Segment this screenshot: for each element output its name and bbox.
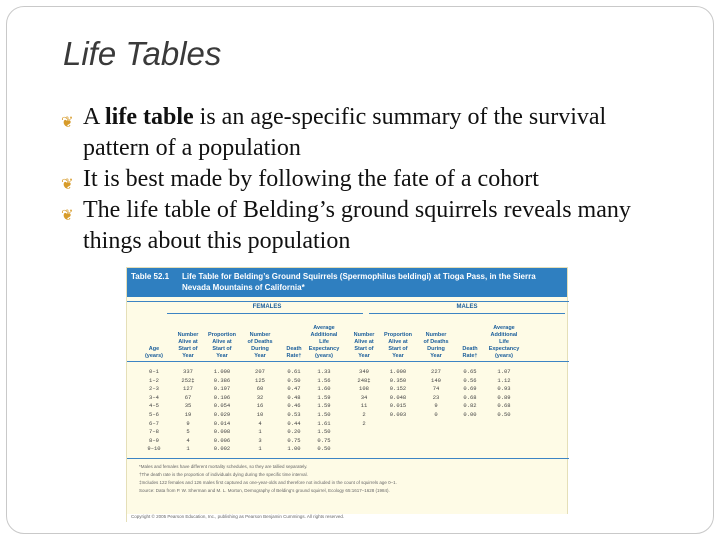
table-caption: Life Table for Belding’s Ground Squirrels (Spermophilus beldingi) at Tioga Pass, in the Sierra Nevada Mountains of California* xyxy=(182,272,536,292)
table-cell: 0.50 xyxy=(497,411,511,418)
table-cell: 0.008 xyxy=(213,428,231,436)
table-cell: 0.00 xyxy=(463,411,477,418)
bullet-item xyxy=(57,195,677,257)
table-cell: 2–3 xyxy=(149,385,159,393)
table-cell: 0.82 xyxy=(463,402,477,410)
table-cell: 1.12 xyxy=(497,376,511,384)
column-header: Proportion Alive at Start of Year xyxy=(383,332,413,359)
divider xyxy=(127,361,569,362)
table-header-bar xyxy=(127,268,567,297)
table-cell: 1.00 xyxy=(287,445,301,453)
column-header: Average Additional Life Expectancy (years) xyxy=(308,325,340,359)
table-cell: 0.003 xyxy=(389,411,407,418)
table-cell: 11 xyxy=(360,402,368,410)
bullet-icon: ❦ xyxy=(61,177,74,193)
table-cell: 0.197 xyxy=(213,385,231,393)
table-cell: 0.029 xyxy=(213,411,231,418)
table-cell: 3–4 xyxy=(149,393,159,401)
table-cell: 1.60 xyxy=(317,385,331,393)
table-cell: 337 xyxy=(183,368,193,375)
table-cell: 1.000 xyxy=(389,368,407,375)
column-header: Death Rate† xyxy=(462,346,478,359)
table-cell: 0.50 xyxy=(287,376,301,384)
column-header: Age (years) xyxy=(144,346,164,359)
table-cell: 0.054 xyxy=(213,402,231,410)
table-cell: 0 xyxy=(434,411,438,418)
table-cell: 19 xyxy=(184,411,192,418)
bullet-item xyxy=(57,102,677,164)
table-cell: 23 xyxy=(432,393,440,401)
table-cell: 207 xyxy=(255,368,265,375)
group-label-females: FEMALES xyxy=(252,304,282,310)
table-cell: 0.350 xyxy=(389,376,407,384)
table-cell: 0.93 xyxy=(497,385,511,393)
table-footnote: Source: Data from P. W. Sherman and M. L. Morton, Demography of Belding’s ground squirrel, Ecology 65:1617–1628 (1984). xyxy=(139,488,390,493)
table-cell: 125 xyxy=(255,376,265,384)
table-cell: 0.48 xyxy=(287,393,301,401)
table-cell: 248‡ xyxy=(357,376,371,384)
column-header: Average Additional Life Expectancy (years) xyxy=(488,325,520,359)
table-cell: 1.50 xyxy=(317,411,331,418)
table-cell: 1.50 xyxy=(317,428,331,436)
table-cell: 227 xyxy=(431,368,441,375)
table-cell: 5 xyxy=(186,428,190,436)
table-cell: 6–7 xyxy=(149,419,159,427)
bullet-text-rest: is an age-specific summary of the survival pattern of a population xyxy=(83,104,607,161)
bullet-text: A xyxy=(83,104,106,130)
table-cell: 1 xyxy=(258,428,262,436)
table-cell: 1 xyxy=(258,445,262,453)
table-cell: 0.68 xyxy=(463,393,477,401)
table-cell: 32 xyxy=(256,393,264,401)
bullet-item xyxy=(57,164,677,195)
table-cell: 1.07 xyxy=(497,368,511,375)
table-cell: 0.75 xyxy=(287,436,301,444)
slide-title: Life Tables xyxy=(63,35,222,72)
table-cell: 0.89 xyxy=(497,393,511,401)
table-footnote: ‡Includes 122 females and 126 males first captured as one-year-olds and therefore not included in the count of squirrels age 0–1. xyxy=(139,480,397,485)
table-cell: 3 xyxy=(258,436,262,444)
table-cell: 60 xyxy=(256,385,264,393)
table-cell: 35 xyxy=(184,402,192,410)
column-header: Number Alive at Start of Year xyxy=(177,332,199,359)
table-cell: 0.386 xyxy=(213,376,231,384)
table-cell: 0.56 xyxy=(463,376,477,384)
table-cell: 0.68 xyxy=(497,402,511,410)
table-cell: 1.56 xyxy=(317,376,331,384)
column-header: Number of Deaths During Year xyxy=(423,332,449,359)
group-label-males: MALES xyxy=(456,304,478,310)
divider xyxy=(369,313,565,314)
table-cell: 10 xyxy=(256,411,264,418)
table-cell: 0.46 xyxy=(287,402,301,410)
table-cell: 0.47 xyxy=(287,385,301,393)
table-cell: 108 xyxy=(359,385,369,393)
table-cell: 0.61 xyxy=(287,368,301,375)
table-footnote: †The death rate is the proportion of individuals dying during the specific time interval. xyxy=(139,472,308,477)
table-cell: 0.152 xyxy=(389,385,407,393)
table-cell: 2 xyxy=(362,419,366,427)
bullet-icon: ❦ xyxy=(61,208,74,224)
table-cell: 0.69 xyxy=(463,385,477,393)
divider xyxy=(127,458,569,459)
table-cell: 252‡ xyxy=(181,376,195,384)
table-cell: 0.65 xyxy=(463,368,477,375)
table-cell: 9 xyxy=(434,402,438,410)
table-cell: 0.015 xyxy=(389,402,407,410)
table-cell: 4 xyxy=(258,419,262,427)
table-cell: 127 xyxy=(183,385,193,393)
table-cell: 5–6 xyxy=(149,411,159,418)
table-cell: 1.61 xyxy=(317,419,331,427)
bullet-list xyxy=(57,102,677,257)
table-cell: 1.59 xyxy=(317,393,331,401)
table-cell: 0.50 xyxy=(317,445,331,453)
life-table-figure xyxy=(126,267,568,522)
table-cell: 1–2 xyxy=(149,376,159,384)
bullet-bold-text: life table xyxy=(105,104,194,130)
bullet-icon: ❦ xyxy=(61,115,74,131)
table-cell: 0.048 xyxy=(389,393,407,401)
table-cell: 1.33 xyxy=(317,368,331,375)
table-cell: 0.002 xyxy=(213,445,231,453)
table-cell: 8–9 xyxy=(149,436,159,444)
table-cell: 0.106 xyxy=(213,393,231,401)
table-cell: 0.006 xyxy=(213,436,231,444)
table-cell: 0.75 xyxy=(317,436,331,444)
divider xyxy=(127,301,569,302)
table-cell: 9–10 xyxy=(147,445,161,453)
bullet-text: It is best made by following the fate of a cohort xyxy=(83,166,539,192)
table-cell: 4 xyxy=(186,436,190,444)
column-header: Proportion Alive at Start of Year xyxy=(207,332,237,359)
divider xyxy=(167,313,363,314)
table-cell: 0.014 xyxy=(213,419,231,427)
copyright-text: Copyright © 2005 Pearson Education, Inc., publishing as Pearson Benjamin Cummings. All rights reserved. xyxy=(127,514,569,523)
table-cell: 0–1 xyxy=(149,368,159,375)
table-cell: 4–5 xyxy=(149,402,159,410)
table-cell: 74 xyxy=(432,385,440,393)
bullet-text: The life table of Belding’s ground squirrels reveals many things about this population xyxy=(83,197,631,254)
column-header: Number Alive at Start of Year xyxy=(353,332,375,359)
table-cell: 2 xyxy=(362,411,366,418)
table-cell: 1 xyxy=(186,445,190,453)
table-cell: 349 xyxy=(359,368,369,375)
table-cell: 34 xyxy=(360,393,368,401)
table-cell: 1.000 xyxy=(213,368,231,375)
column-header: Death Rate† xyxy=(286,346,302,359)
table-cell: 140 xyxy=(431,376,441,384)
table-cell: 0.53 xyxy=(287,411,301,418)
table-cell: 67 xyxy=(184,393,192,401)
column-header: Number of Deaths During Year xyxy=(247,332,273,359)
table-footnote: *Males and females have different mortality schedules, so they are tallied separately. xyxy=(139,464,308,469)
table-cell: 0.20 xyxy=(287,428,301,436)
table-cell: 16 xyxy=(256,402,264,410)
table-cell: 1.59 xyxy=(317,402,331,410)
table-cell: 7–8 xyxy=(149,428,159,436)
table-number: Table 52.1 xyxy=(131,272,170,281)
table-cell: 9 xyxy=(186,419,190,427)
table-cell: 0.44 xyxy=(287,419,301,427)
